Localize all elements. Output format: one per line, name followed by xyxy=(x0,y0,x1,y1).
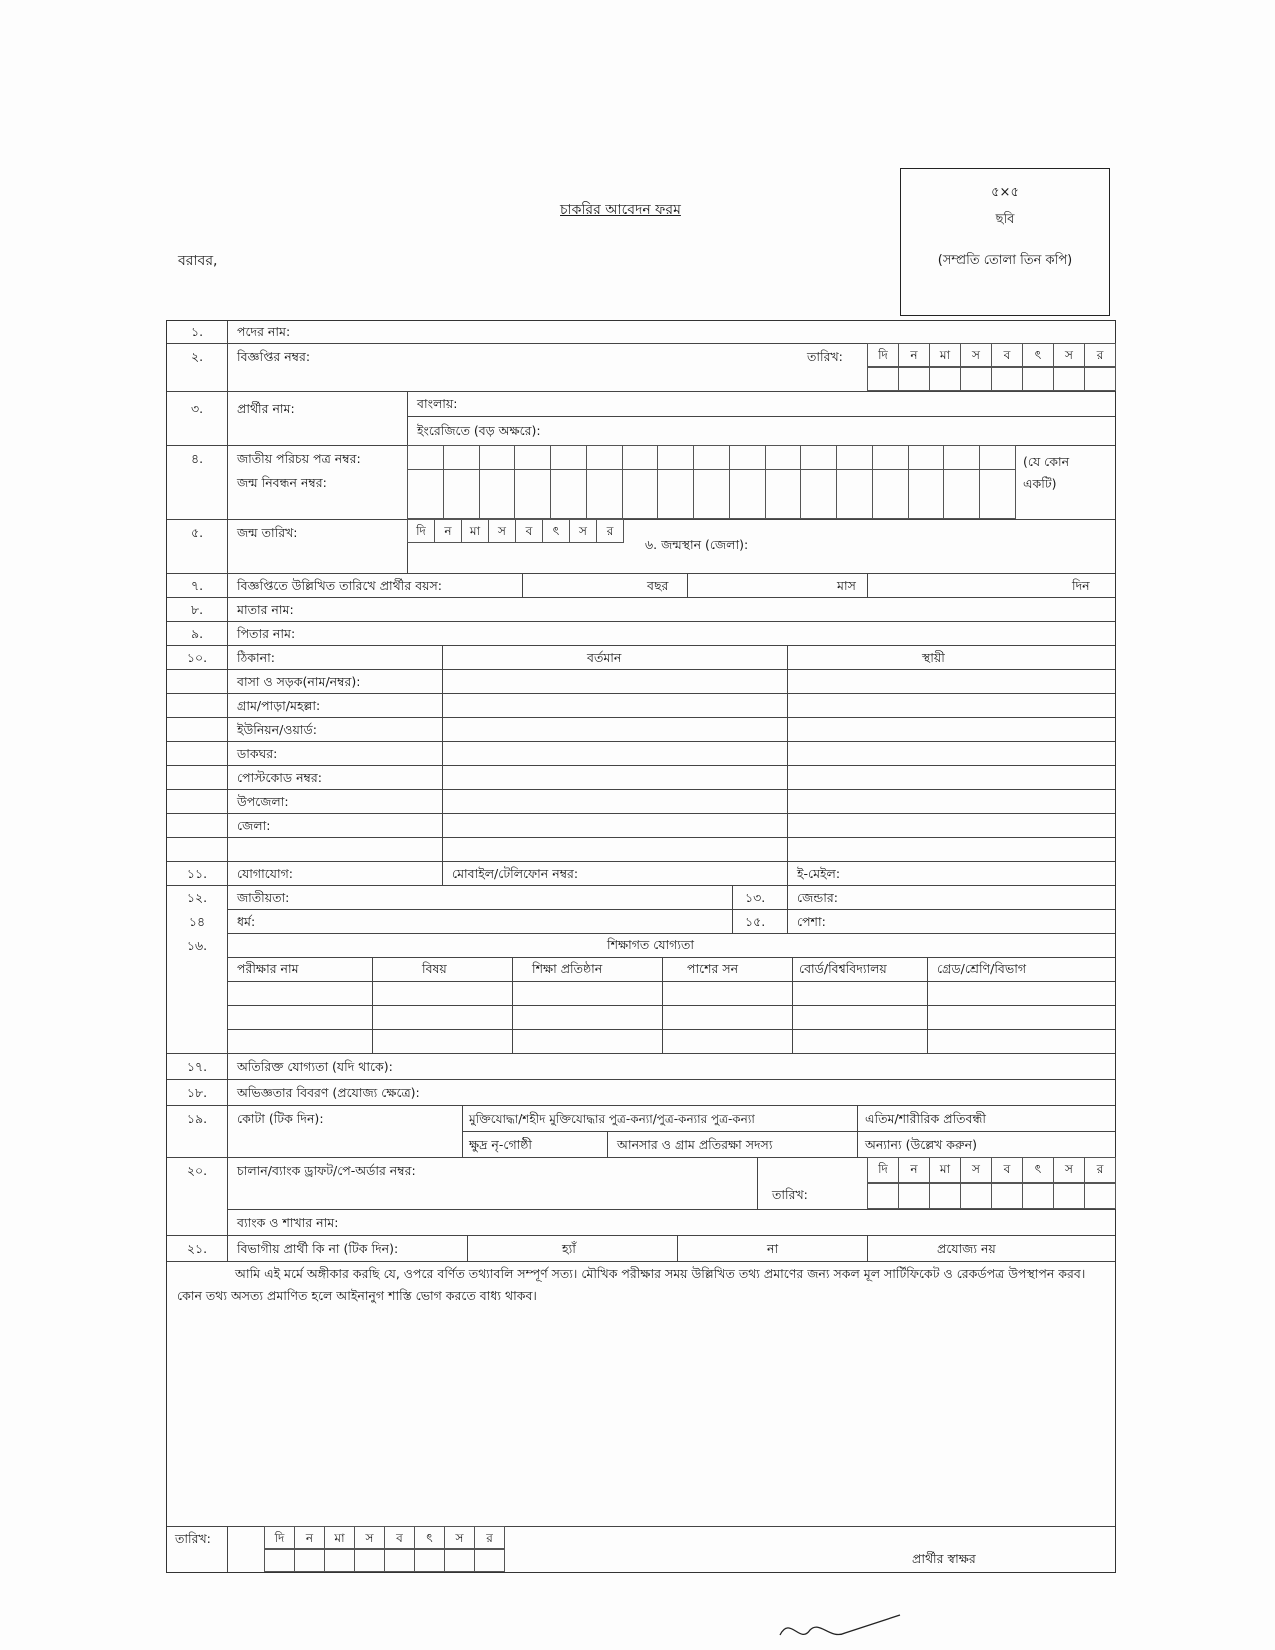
departmental-label: বিভাগীয় প্রার্থী কি না (টিক দিন): xyxy=(237,1241,399,1256)
edu-col-board: বোর্ড/বিশ্ববিদ্যালয় xyxy=(799,961,887,976)
id-digit-cell[interactable] xyxy=(836,445,873,470)
date-cell-entry[interactable] xyxy=(354,1549,385,1572)
id-digit-cell[interactable] xyxy=(693,469,730,519)
row-number: ৯. xyxy=(190,626,204,641)
id-digit-cell[interactable] xyxy=(514,445,551,470)
date-cell-entry[interactable] xyxy=(294,1549,325,1572)
date-cell-entry[interactable] xyxy=(929,1183,961,1209)
date-cell-entry[interactable] xyxy=(1022,1183,1054,1209)
applicant-name-label: প্রার্থীর নাম: xyxy=(237,401,295,416)
address-union[interactable]: ইউনিয়ন/ওয়ার্ড: xyxy=(237,722,317,737)
row-number: ১৪ xyxy=(188,914,206,929)
date-cell[interactable]: ব xyxy=(384,1526,415,1549)
date-cell-entry[interactable] xyxy=(384,1549,415,1572)
address-post-office[interactable]: ডাকঘর: xyxy=(237,746,278,761)
row-number: ১৩. xyxy=(745,890,766,905)
quota-orphan-disabled[interactable]: এতিম/শারীরিক প্রতিবন্ধী xyxy=(865,1111,986,1126)
departmental-no[interactable]: না xyxy=(767,1241,779,1256)
date-cell[interactable]: মা xyxy=(324,1526,355,1549)
id-digit-cell[interactable] xyxy=(943,469,980,519)
row-number: ১৫. xyxy=(745,914,766,929)
date-cell[interactable]: দি xyxy=(867,343,899,367)
date-cell[interactable]: ৎ xyxy=(414,1526,445,1549)
birthplace-field[interactable]: ৬. জন্মস্থান (জেলা): xyxy=(645,537,749,552)
father-name-field[interactable]: পিতার নাম: xyxy=(237,626,296,641)
quota-ethnic[interactable]: ক্ষুদ্র নৃ-গোষ্ঠী xyxy=(469,1137,532,1152)
name-english-field[interactable]: ইংরেজিতে (বড় অক্ষরে): xyxy=(417,423,541,438)
row-number: ১০. xyxy=(186,650,208,665)
circular-number-field[interactable]: বিজ্ঞপ্তির নম্বর: xyxy=(237,349,311,364)
id-digit-cell[interactable] xyxy=(800,469,837,519)
id-digit-cell[interactable] xyxy=(765,445,802,470)
row-number: ১১. xyxy=(186,866,208,881)
id-digit-cell[interactable] xyxy=(693,445,730,470)
date-cell[interactable]: ন xyxy=(898,1157,930,1183)
date-cell[interactable]: ৎ xyxy=(1022,1157,1054,1183)
edu-col-grade: গ্রেড/শ্রেণি/বিভাগ xyxy=(937,961,1027,976)
date-cell[interactable]: স xyxy=(1053,343,1085,367)
row-number: ১৭. xyxy=(186,1059,208,1074)
nid-label: জাতীয় পরিচয় পত্র নম্বর: xyxy=(237,451,361,466)
id-digit-cell[interactable] xyxy=(443,445,480,470)
date-cell[interactable]: স xyxy=(444,1526,475,1549)
id-digit-cell[interactable] xyxy=(979,469,1016,519)
address-upazila[interactable]: উপজেলা: xyxy=(237,794,289,809)
date-cell[interactable]: ন xyxy=(898,343,930,367)
date-cell-entry[interactable] xyxy=(867,1183,899,1209)
date-cell-entry[interactable] xyxy=(1084,367,1116,391)
id-digit-cell[interactable] xyxy=(443,469,480,519)
date-cell-entry[interactable] xyxy=(414,1549,445,1572)
photo-size: ৫×৫ xyxy=(991,185,1019,200)
date-cell[interactable]: স xyxy=(488,519,516,543)
id-digit-cell[interactable] xyxy=(586,445,623,470)
date-cell-entry[interactable] xyxy=(991,1183,1023,1209)
row-number: ৫. xyxy=(190,525,204,540)
challan-date-label: তারিখ: xyxy=(772,1187,808,1202)
date-cell[interactable]: ন xyxy=(294,1526,325,1549)
id-digit-cell[interactable] xyxy=(586,469,623,519)
date-cell[interactable]: স xyxy=(354,1526,385,1549)
id-number-boxes[interactable] xyxy=(407,445,1015,519)
row-number: ৮. xyxy=(190,602,204,617)
id-digit-cell[interactable] xyxy=(407,445,444,470)
additional-qualification-field[interactable]: অতিরিক্ত যোগ্যতা (যদি থাকে): xyxy=(237,1059,393,1074)
date-cell-entry[interactable] xyxy=(1053,367,1085,391)
date-cell-entry[interactable] xyxy=(474,1549,505,1572)
id-digit-cell[interactable] xyxy=(908,469,945,519)
date-cell-entry[interactable] xyxy=(264,1549,295,1572)
date-cell[interactable]: দি xyxy=(867,1157,899,1183)
id-digit-cell[interactable] xyxy=(657,469,694,519)
id-digit-cell[interactable] xyxy=(479,469,516,519)
date-cell-entry[interactable] xyxy=(898,1183,930,1209)
address-present-header: বর্তমান xyxy=(587,650,622,665)
date-cell-entry[interactable] xyxy=(324,1549,355,1572)
quota-ansar[interactable]: আনসার ও গ্রাম প্রতিরক্ষা সদস্য xyxy=(617,1137,773,1152)
id-digit-cell[interactable] xyxy=(622,469,659,519)
experience-field[interactable]: অভিজ্ঞতার বিবরণ (প্রযোজ্য ক্ষেত্রে): xyxy=(237,1085,420,1100)
nationality-field[interactable]: জাতীয়তা: xyxy=(237,890,290,905)
row-number: ১৮. xyxy=(186,1085,208,1100)
date-cell-entry[interactable] xyxy=(1022,367,1054,391)
id-digit-cell[interactable] xyxy=(479,445,516,470)
form-table xyxy=(166,320,1116,1573)
row-number: ১৬. xyxy=(186,938,208,953)
profession-field[interactable]: পেশা: xyxy=(797,914,826,929)
date-cell[interactable]: ব xyxy=(991,1157,1023,1183)
religion-field[interactable]: ধর্ম: xyxy=(237,914,256,929)
birth-date-boxes[interactable] xyxy=(407,519,627,543)
date-cell[interactable]: র xyxy=(596,519,624,543)
id-digit-cell[interactable] xyxy=(765,469,802,519)
date-cell-entry[interactable] xyxy=(960,367,992,391)
date-cell[interactable]: র xyxy=(474,1526,505,1549)
id-digit-cell[interactable] xyxy=(657,445,694,470)
id-digit-cell[interactable] xyxy=(872,445,909,470)
date-cell-entry[interactable] xyxy=(929,367,961,391)
id-digit-cell[interactable] xyxy=(729,469,766,519)
row-number: ১. xyxy=(190,324,204,339)
row-number: ১২. xyxy=(186,890,208,905)
date-cell[interactable]: র xyxy=(1084,1157,1116,1183)
salutation: বরাবর, xyxy=(178,253,218,269)
row-number: ৪. xyxy=(190,451,204,466)
address-postcode[interactable]: পোস্টকোড নম্বর: xyxy=(237,770,323,785)
date-cell[interactable]: ৎ xyxy=(542,519,570,543)
date-cell[interactable]: স xyxy=(569,519,597,543)
id-digit-cell[interactable] xyxy=(836,469,873,519)
date-cell[interactable]: ব xyxy=(991,343,1023,367)
footer-date-boxes[interactable] xyxy=(264,1526,504,1572)
date-cell-entry[interactable] xyxy=(1053,1183,1085,1209)
signature-label: প্রার্থীর স্বাক্ষর xyxy=(912,1551,976,1566)
circular-date-label: তারিখ: xyxy=(807,349,843,364)
photo-note: (সম্প্রতি তোলা তিন কপি) xyxy=(937,253,1073,268)
id-digit-cell[interactable] xyxy=(550,445,587,470)
departmental-yes[interactable]: হ্যাঁ xyxy=(562,1241,576,1256)
date-cell[interactable]: দি xyxy=(407,519,435,543)
name-bangla-field[interactable]: বাংলায়: xyxy=(417,396,458,411)
address-label: ঠিকানা: xyxy=(237,650,275,665)
date-cell[interactable]: স xyxy=(960,343,992,367)
education-title: শিক্ষাগত যোগ্যতা xyxy=(607,937,694,952)
age-label: বিজ্ঞপ্তিতে উল্লিখিত তারিখে প্রার্থীর বয়স: xyxy=(237,578,442,593)
declaration-text: আমি এই মর্মে অঙ্গীকার করছি যে, ওপরে বর্ণিত তথ্যাবলি সম্পূর্ণ সত্য। মৌখিক পরীক্ষার সময় উল্লিখিত তথ্য প্রমাণের জন্য সকল মূল সার্টিফিকেট ও রেকর্ডপত্র উপস্থাপন করব। কোন তথ্য অসত্য প্রমাণিত হলে আইনানুগ শাস্তি ভোগ করতে বাধ্য থাকব। xyxy=(177,1266,1086,1303)
age-day[interactable]: দিন xyxy=(1072,578,1090,593)
date-cell[interactable]: দি xyxy=(264,1526,295,1549)
id-digit-cell[interactable] xyxy=(800,445,837,470)
email-field[interactable]: ই-মেইল: xyxy=(797,866,841,881)
edu-col-year: পাশের সন xyxy=(687,961,739,976)
signature-scribble xyxy=(770,1605,910,1650)
date-cell[interactable]: স xyxy=(960,1157,992,1183)
circular-date-boxes[interactable] xyxy=(867,343,1115,391)
edu-col-institution: শিক্ষা প্রতিষ্ঠান xyxy=(532,961,603,976)
challan-date-boxes[interactable] xyxy=(867,1157,1115,1209)
address-house-road[interactable]: বাসা ও সড়ক(নাম/নম্বর): xyxy=(237,674,361,689)
mother-name-field[interactable]: মাতার নাম: xyxy=(237,602,294,617)
date-cell-entry[interactable] xyxy=(960,1183,992,1209)
footer-date-label: তারিখ: xyxy=(175,1531,211,1546)
post-name-field[interactable]: পদের নাম: xyxy=(237,324,291,339)
date-cell[interactable]: মা xyxy=(929,343,961,367)
quota-freedom-fighter[interactable]: মুক্তিযোদ্ধা/শহীদ মুক্তিযোদ্ধার পুত্র-কন্যা/পুত্র-কন্যার পুত্র-কন্যা xyxy=(469,1112,755,1126)
address-permanent-header: স্থায়ী xyxy=(922,650,945,665)
edu-col-exam: পরীক্ষার নাম xyxy=(237,961,299,976)
birth-date-label: জন্ম তারিখ: xyxy=(237,525,298,540)
photo-box xyxy=(900,168,1110,316)
date-cell-entry[interactable] xyxy=(444,1549,475,1572)
row-number: ৩. xyxy=(190,401,204,416)
date-cell-entry[interactable] xyxy=(867,367,899,391)
edu-col-subject: বিষয় xyxy=(422,961,447,976)
row-number: ২১. xyxy=(186,1241,208,1256)
date-cell-entry[interactable] xyxy=(1084,1183,1116,1209)
id-digit-cell[interactable] xyxy=(550,469,587,519)
date-cell[interactable]: ব xyxy=(515,519,543,543)
address-district[interactable]: জেলা: xyxy=(237,818,271,833)
date-cell[interactable]: মা xyxy=(461,519,489,543)
age-year[interactable]: বছর xyxy=(647,578,669,593)
id-digit-cell[interactable] xyxy=(872,469,909,519)
id-digit-cell[interactable] xyxy=(407,469,444,519)
date-cell[interactable]: র xyxy=(1084,343,1116,367)
id-digit-cell[interactable] xyxy=(622,445,659,470)
date-cell-entry[interactable] xyxy=(991,367,1023,391)
id-digit-cell[interactable] xyxy=(908,445,945,470)
bank-branch-field[interactable]: ব্যাংক ও শাখার নাম: xyxy=(237,1215,339,1230)
id-note: (যে কোন একটি) xyxy=(1023,454,1070,491)
challan-number-field[interactable]: চালান/ব্যাংক ড্রাফট/পে-অর্ডার নম্বর: xyxy=(237,1163,416,1178)
id-digit-cell[interactable] xyxy=(514,469,551,519)
date-cell[interactable]: ন xyxy=(434,519,462,543)
date-cell-entry[interactable] xyxy=(898,367,930,391)
quota-other[interactable]: অন্যান্য (উল্লেখ করুন) xyxy=(865,1137,977,1152)
birth-reg-label: জন্ম নিবন্ধন নম্বর: xyxy=(237,475,327,490)
date-cell[interactable]: ৎ xyxy=(1022,343,1054,367)
row-number: ২. xyxy=(190,349,204,364)
photo-label: ছবি xyxy=(995,212,1015,227)
row-number: ২০. xyxy=(186,1163,208,1178)
age-month[interactable]: মাস xyxy=(837,578,856,593)
form-title: চাকরির আবেদন ফরম xyxy=(560,202,681,218)
id-digit-cell[interactable] xyxy=(729,445,766,470)
contact-label: যোগাযোগ: xyxy=(237,866,293,881)
phone-field[interactable]: মোবাইল/টেলিফোন নম্বর: xyxy=(452,866,579,881)
row-number: ১৯. xyxy=(186,1111,208,1126)
row-number: ৭. xyxy=(190,578,204,593)
date-cell[interactable]: মা xyxy=(929,1157,961,1183)
id-digit-cell[interactable] xyxy=(943,445,980,470)
id-digit-cell[interactable] xyxy=(979,445,1016,470)
date-cell[interactable]: স xyxy=(1053,1157,1085,1183)
gender-field[interactable]: জেন্ডার: xyxy=(797,890,838,905)
departmental-na[interactable]: প্রযোজ্য নয় xyxy=(937,1241,996,1256)
address-village[interactable]: গ্রাম/পাড়া/মহল্লা: xyxy=(237,698,321,713)
quota-label: কোটা (টিক দিন): xyxy=(237,1111,324,1126)
